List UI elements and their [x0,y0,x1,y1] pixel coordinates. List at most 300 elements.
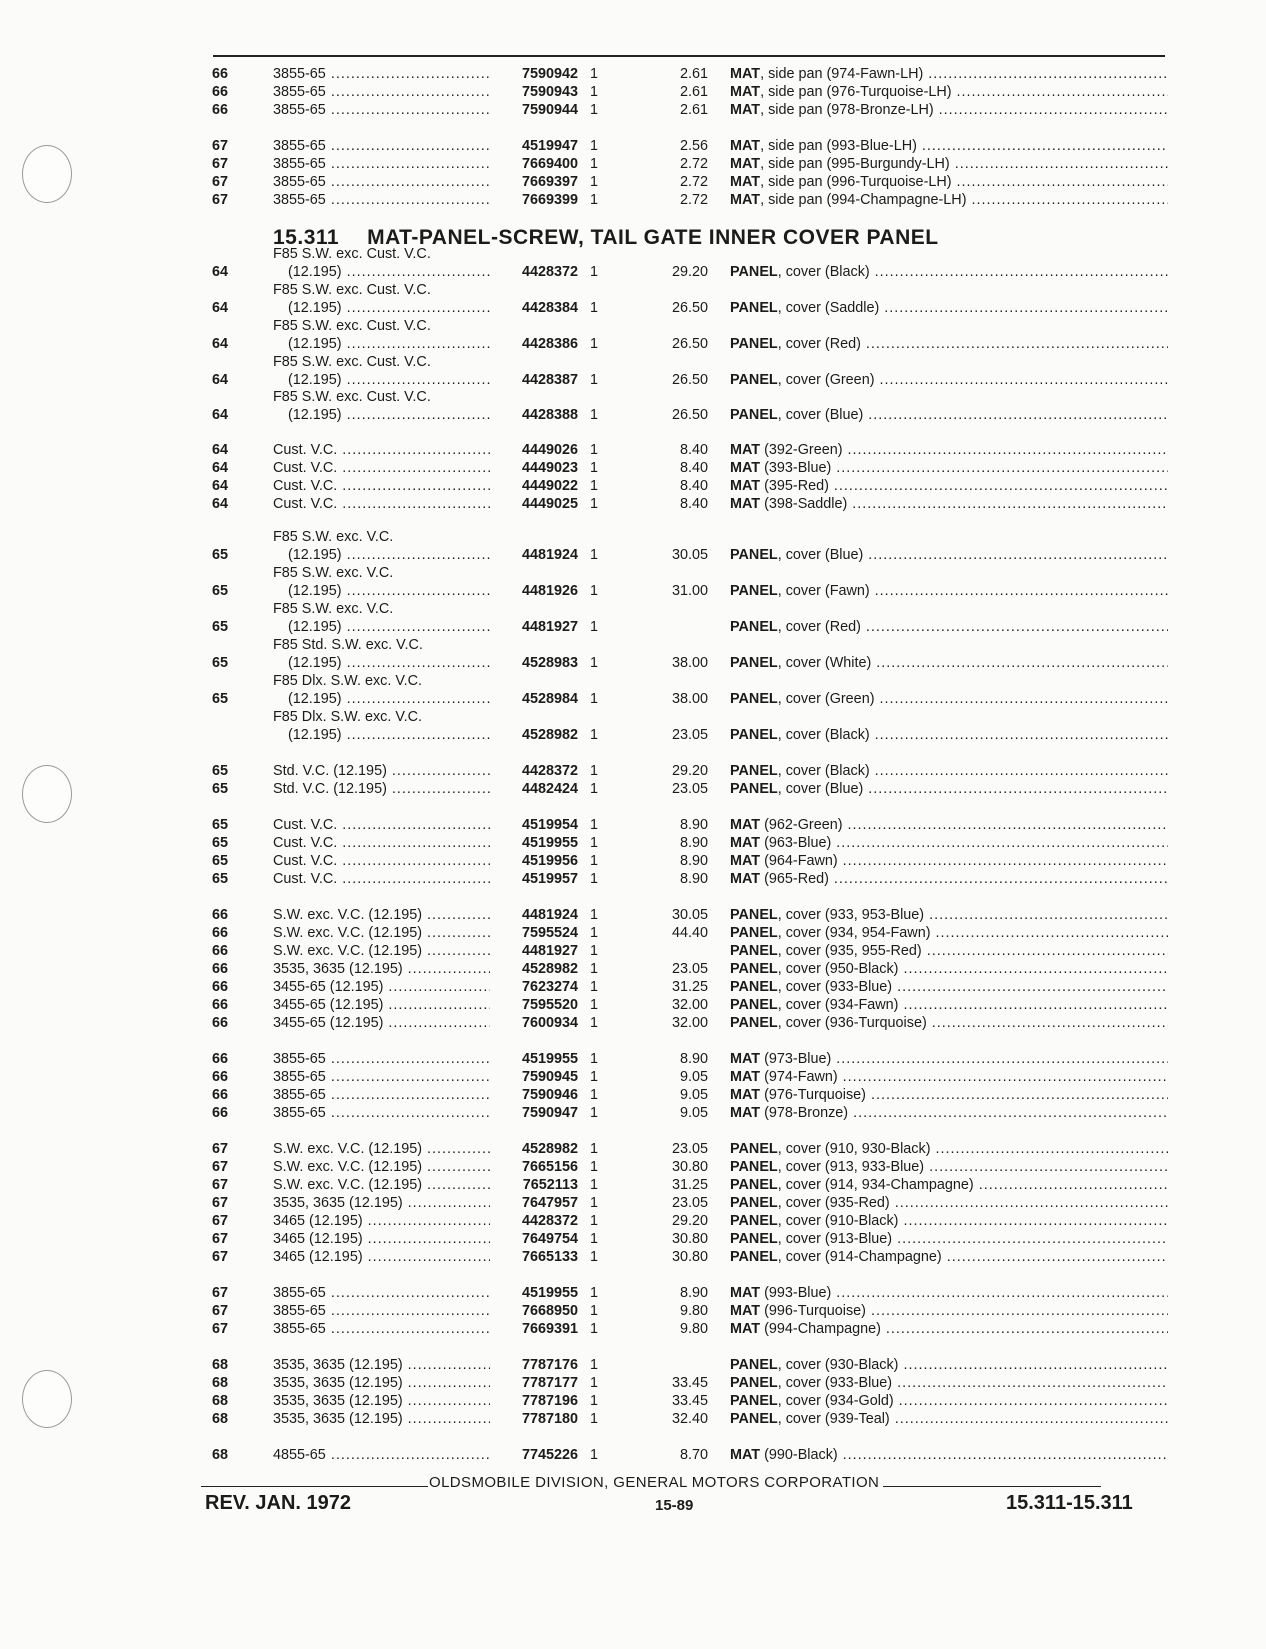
quantity: 1 [590,156,599,172]
price: 8.90 [679,871,708,887]
application: 3455-65 (12.195) ..... [273,996,493,1015]
part-name: MAT [730,1285,761,1301]
application-note: F85 S.W. exc. V.C. [273,565,394,581]
price: 8.90 [679,817,708,833]
price: 29.20 [671,763,708,779]
top-rule [213,55,1165,57]
part-detail: (392-Green) [760,442,843,458]
table-row [0,1104,1266,1123]
part-name: PANEL [730,763,778,779]
description [730,1158,1168,1177]
part-name: PANEL [730,300,778,316]
table-row [0,762,1266,781]
part-detail: , cover (950-Black) [777,961,899,977]
part-detail: , side pan (996-Turquoise-LH) [760,174,952,190]
description [730,942,1168,961]
application-note: F85 S.W. exc. V.C. [273,601,394,617]
description [730,65,1168,84]
group-number: 68 [212,1411,229,1427]
part-detail: (395-Red) [760,478,829,494]
part-number: 7590944 [490,101,578,120]
group-number: 65 [212,781,229,797]
table-row [0,546,1266,565]
quantity: 1 [590,1159,599,1175]
table-row [0,1446,1266,1465]
price: 23.05 [671,781,708,797]
group-number: 67 [212,1321,229,1337]
application: (12.195) ..... [288,371,493,390]
table-row [0,263,1266,282]
group-number: 66 [212,961,229,977]
application: 3855-65 ..... [273,173,493,192]
quantity: 1 [590,925,599,941]
part-number: 4519955 [490,1050,578,1069]
application: 3855-65 ..... [273,1104,493,1123]
description [730,83,1168,102]
part-name: MAT [730,102,761,118]
part-detail: , cover (914, 934-Champagne) [777,1177,974,1193]
price: 38.00 [671,655,708,671]
table-row [0,816,1266,835]
description [730,371,1168,390]
group-number: 68 [212,1357,229,1373]
footer-section-range: 15.311-15.311 [1006,1492,1133,1514]
price: 30.05 [671,547,708,563]
quantity: 1 [590,442,599,458]
table-row [0,726,1266,745]
part-number: 7649754 [490,1230,578,1249]
part-detail: , cover (914-Champagne) [777,1249,942,1265]
table-row [0,299,1266,318]
part-name: PANEL [730,1249,778,1265]
part-number: 4449023 [490,459,578,478]
table-row [0,1176,1266,1195]
quantity: 1 [590,1393,599,1409]
group-number: 65 [212,763,229,779]
part-name: MAT [730,84,761,100]
table-row [0,1086,1266,1105]
group-number: 64 [212,300,229,316]
part-name: PANEL [730,1159,778,1175]
description [730,996,1168,1015]
group-number: 67 [212,1177,229,1193]
part-detail: (962-Green) [760,817,843,833]
part-name: PANEL [730,407,778,423]
table-row [0,960,1266,979]
part-detail: , cover (934, 954-Fawn) [777,925,931,941]
application: (12.195) ..... [288,335,493,354]
part-name: PANEL [730,1375,778,1391]
group-number: 65 [212,547,229,563]
part-number: 4519947 [490,137,578,156]
price: 8.90 [679,853,708,869]
price: 8.90 [679,1285,708,1301]
description [730,406,1168,425]
price: 32.40 [671,1411,708,1427]
part-name: MAT [730,1321,761,1337]
part-name: MAT [730,478,761,494]
part-detail: , cover (Black) [777,727,870,743]
part-name: MAT [730,174,761,190]
description [730,1068,1168,1087]
description [730,978,1168,997]
application: 3535, 3635 (12.195) ..... [273,960,493,979]
price: 8.70 [679,1447,708,1463]
description [730,155,1168,174]
description [730,441,1168,460]
application: Cust. V.C. ..... [273,834,493,853]
application-note: F85 S.W. exc. Cust. V.C. [273,246,431,262]
part-detail: , cover (935, 955-Red) [777,943,922,959]
part-detail: (973-Blue) [760,1051,832,1067]
description [730,299,1168,318]
group-number: 64 [212,478,229,494]
price: 2.72 [679,192,708,208]
price: 23.05 [671,1195,708,1211]
table-row [0,1158,1266,1177]
quantity: 1 [590,961,599,977]
application-note: F85 Dlx. S.W. exc. V.C. [273,673,423,689]
part-detail: , cover (913, 933-Blue) [777,1159,925,1175]
table-row [0,1194,1266,1213]
application: 3465 (12.195) ..... [273,1230,493,1249]
quantity: 1 [590,138,599,154]
part-number: 4428372 [490,762,578,781]
section-number: 15.311 [273,226,340,249]
table-row [0,978,1266,997]
part-detail: , cover (935-Red) [777,1195,890,1211]
quantity: 1 [590,619,599,635]
table-row [0,495,1266,514]
group-number: 66 [212,84,229,100]
group-number: 68 [212,1375,229,1391]
part-detail: , cover (934-Fawn) [777,997,899,1013]
description [730,1320,1168,1339]
quantity: 1 [590,871,599,887]
group-number: 64 [212,336,229,352]
description [730,654,1168,673]
table-row [0,942,1266,961]
group-number: 66 [212,1069,229,1085]
table-row [0,996,1266,1015]
part-name: PANEL [730,583,778,599]
quantity: 1 [590,1249,599,1265]
table-row [0,1356,1266,1375]
group-number: 67 [212,1231,229,1247]
table-row [0,1014,1266,1033]
group-number: 66 [212,66,229,82]
part-detail: , cover (Black) [777,264,870,280]
application: (12.195) ..... [288,406,493,425]
application: 3455-65 (12.195) ..... [273,1014,493,1033]
price: 29.20 [671,264,708,280]
description [730,101,1168,120]
part-detail: , side pan (993-Blue-LH) [760,138,917,154]
part-detail: (996-Turquoise) [760,1303,866,1319]
table-row [0,137,1266,156]
price: 38.00 [671,691,708,707]
application: 3855-65 ..... [273,1068,493,1087]
table-row [0,1050,1266,1069]
part-detail: , cover (930-Black) [777,1357,899,1373]
description [730,1392,1168,1411]
quantity: 1 [590,727,599,743]
table-row [0,924,1266,943]
quantity: 1 [590,1105,599,1121]
part-number: 7787180 [490,1410,578,1429]
quantity: 1 [590,1069,599,1085]
quantity: 1 [590,300,599,316]
group-number: 66 [212,102,229,118]
description [730,906,1168,925]
part-number: 4528983 [490,654,578,673]
part-name: PANEL [730,1411,778,1427]
application: Std. V.C. (12.195) ..... [273,780,493,799]
application: 3535, 3635 (12.195) ..... [273,1410,493,1429]
group-number: 65 [212,655,229,671]
part-name: MAT [730,853,761,869]
table-row [0,1392,1266,1411]
description [730,924,1168,943]
application: 3855-65 ..... [273,65,493,84]
price: 44.40 [671,925,708,941]
part-number: 7787177 [490,1374,578,1393]
part-number: 4482424 [490,780,578,799]
table-row [0,371,1266,390]
quantity: 1 [590,1411,599,1427]
application-note: F85 S.W. exc. Cust. V.C. [273,354,431,370]
description [730,546,1168,565]
group-number: 67 [212,1249,229,1265]
table-row [0,191,1266,210]
group-number: 67 [212,1141,229,1157]
part-name: PANEL [730,997,778,1013]
description [730,1374,1168,1393]
group-number: 66 [212,997,229,1013]
table-row [0,1320,1266,1339]
description [730,780,1168,799]
part-name: MAT [730,460,761,476]
table-row [0,582,1266,601]
price: 23.05 [671,727,708,743]
application: Std. V.C. (12.195) ..... [273,762,493,781]
footer-revision: REV. JAN. 1972 [205,1492,352,1514]
quantity: 1 [590,547,599,563]
description [730,1284,1168,1303]
application: 3535, 3635 (12.195) ..... [273,1356,493,1375]
part-name: PANEL [730,781,778,797]
quantity: 1 [590,1375,599,1391]
part-number: 4428372 [490,263,578,282]
application: (12.195) ..... [288,263,493,282]
description [730,335,1168,354]
group-number: 66 [212,925,229,941]
part-number: 7623274 [490,978,578,997]
description [730,1356,1168,1375]
description [730,1212,1168,1231]
part-number: 7652113 [490,1176,578,1195]
application: Cust. V.C. ..... [273,441,493,460]
description [730,495,1168,514]
quantity: 1 [590,583,599,599]
application: 3855-65 ..... [273,1050,493,1069]
table-row [0,335,1266,354]
description [730,1086,1168,1105]
table-row [0,1068,1266,1087]
application: 3855-65 ..... [273,137,493,156]
description [730,582,1168,601]
quantity: 1 [590,907,599,923]
quantity: 1 [590,1177,599,1193]
description [730,1014,1168,1033]
price: 33.45 [671,1375,708,1391]
quantity: 1 [590,1213,599,1229]
quantity: 1 [590,979,599,995]
part-detail: (993-Blue) [760,1285,832,1301]
part-number: 4519955 [490,1284,578,1303]
part-detail: (393-Blue) [760,460,832,476]
group-number: 66 [212,979,229,995]
table-row [0,1410,1266,1429]
part-name: PANEL [730,1195,778,1211]
part-name: PANEL [730,727,778,743]
part-number: 7669397 [490,173,578,192]
application: S.W. exc. V.C. (12.195) ..... [273,942,493,961]
part-number: 7595520 [490,996,578,1015]
part-number: 7665156 [490,1158,578,1177]
description [730,1446,1168,1465]
description [730,834,1168,853]
description [730,1194,1168,1213]
price: 2.61 [679,102,708,118]
price: 30.80 [671,1159,708,1175]
application: Cust. V.C. ..... [273,459,493,478]
group-number: 65 [212,871,229,887]
table-row [0,1248,1266,1267]
part-detail: , cover (933, 953-Blue) [777,907,925,923]
price: 26.50 [671,372,708,388]
group-number: 67 [212,138,229,154]
price: 8.40 [679,442,708,458]
application: 3855-65 ..... [273,1320,493,1339]
group-number: 64 [212,496,229,512]
part-number: 4428372 [490,1212,578,1231]
application: S.W. exc. V.C. (12.195) ..... [273,1140,493,1159]
group-number: 64 [212,372,229,388]
part-detail: , cover (Green) [777,691,875,707]
description [730,173,1168,192]
application: Cust. V.C. ..... [273,495,493,514]
group-number: 67 [212,192,229,208]
price: 8.40 [679,478,708,494]
part-number: 7669399 [490,191,578,210]
part-number: 4519956 [490,852,578,871]
part-name: MAT [730,871,761,887]
group-number: 68 [212,1393,229,1409]
part-detail: , cover (Red) [777,336,861,352]
part-name: PANEL [730,655,778,671]
application: (12.195) ..... [288,726,493,745]
part-number: 4519954 [490,816,578,835]
application-note: F85 Dlx. S.W. exc. V.C. [273,709,423,725]
table-row [0,690,1266,709]
part-detail: , side pan (978-Bronze-LH) [760,102,934,118]
quantity: 1 [590,853,599,869]
part-number: 7590942 [490,65,578,84]
quantity: 1 [590,372,599,388]
part-detail: , side pan (995-Burgundy-LH) [760,156,950,172]
part-number: 4428388 [490,406,578,425]
application: (12.195) ..... [288,299,493,318]
application: (12.195) ..... [288,546,493,565]
part-detail: , side pan (994-Champagne-LH) [760,192,967,208]
part-number: 7745226 [490,1446,578,1465]
price: 30.80 [671,1231,708,1247]
quantity: 1 [590,835,599,851]
part-name: PANEL [730,691,778,707]
price: 26.50 [671,336,708,352]
price: 30.80 [671,1249,708,1265]
application: (12.195) ..... [288,690,493,709]
price: 26.50 [671,407,708,423]
price: 23.05 [671,961,708,977]
part-number: 4519955 [490,834,578,853]
group-number: 66 [212,1087,229,1103]
price: 33.45 [671,1393,708,1409]
price: 29.20 [671,1213,708,1229]
part-name: PANEL [730,925,778,941]
part-detail: , side pan (976-Turquoise-LH) [760,84,952,100]
quantity: 1 [590,460,599,476]
part-number: 4428386 [490,335,578,354]
part-number: 4449022 [490,477,578,496]
description [730,1104,1168,1123]
part-number: 7590945 [490,1068,578,1087]
table-row [0,65,1266,84]
description [730,1410,1168,1429]
group-number: 66 [212,943,229,959]
part-name: MAT [730,1051,761,1067]
part-name: MAT [730,1069,761,1085]
application: (12.195) ..... [288,582,493,601]
part-name: PANEL [730,1015,778,1031]
group-number: 66 [212,1015,229,1031]
application: Cust. V.C. ..... [273,816,493,835]
application: 3465 (12.195) ..... [273,1212,493,1231]
table-row [0,83,1266,102]
table-row [0,1302,1266,1321]
price: 2.61 [679,84,708,100]
price: 26.50 [671,300,708,316]
quantity: 1 [590,655,599,671]
part-name: MAT [730,1303,761,1319]
application: 3855-65 ..... [273,155,493,174]
description [730,137,1168,156]
price: 8.40 [679,496,708,512]
quantity: 1 [590,192,599,208]
part-detail: , cover (Blue) [777,407,864,423]
part-number: 7590946 [490,1086,578,1105]
part-number: 4519957 [490,870,578,889]
part-detail: , side pan (974-Fawn-LH) [760,66,924,82]
price: 9.05 [679,1087,708,1103]
footer-rule-left [201,1486,428,1487]
quantity: 1 [590,336,599,352]
table-row [0,834,1266,853]
description [730,870,1168,889]
part-number: 4428384 [490,299,578,318]
description [730,1230,1168,1249]
